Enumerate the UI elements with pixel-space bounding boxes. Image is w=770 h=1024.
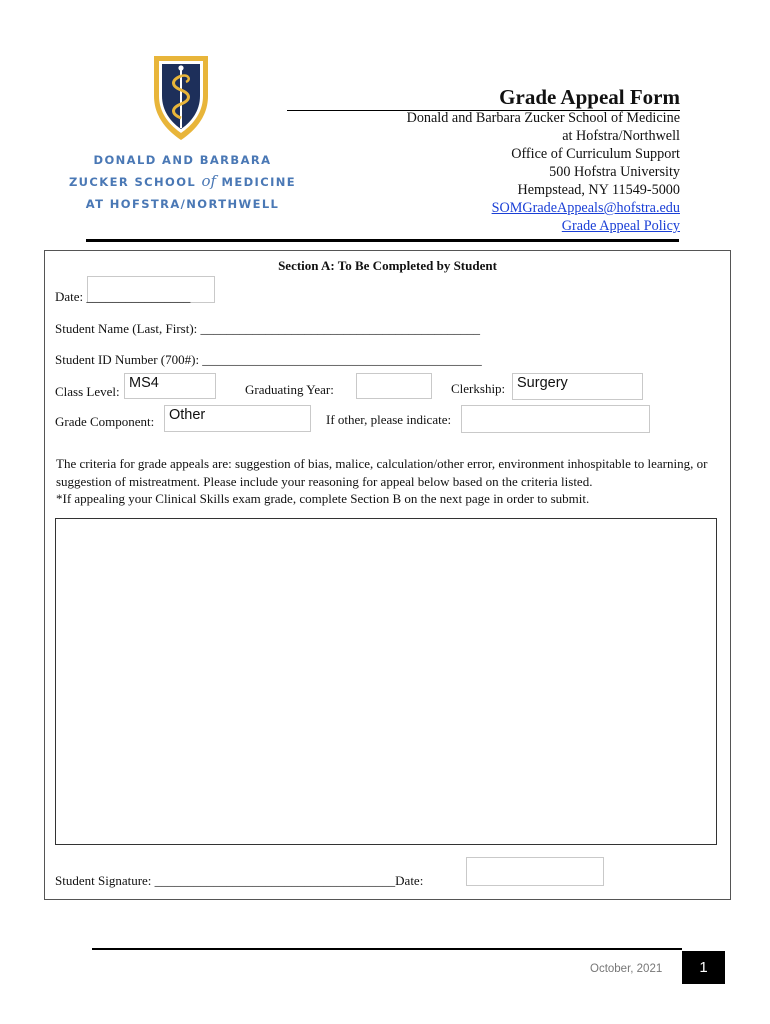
signature-date-field[interactable] [466,857,604,886]
address-line-affiliation: at Hofstra/Northwell [562,128,680,144]
email-link[interactable]: SOMGradeAppeals@hofstra.edu [491,200,680,216]
student-signature-label: Student Signature: _____________________________________Date: [55,873,424,888]
address-line-city: Hempstead, NY 11549-5000 [517,182,680,198]
date-label: Date: ________________ [55,289,191,304]
school-shield-logo [151,52,211,142]
class-level-field[interactable]: MS4 [124,373,216,399]
if-other-field[interactable] [461,405,650,433]
footer-date: October, 2021 [590,963,663,975]
address-line-office: Office of Curriculum Support [511,146,680,162]
section-a-title: Section A: To Be Completed by Student [278,258,497,273]
logo-text-line2 [60,172,305,190]
graduating-year-label: Graduating Year: [245,382,334,397]
student-name-field[interactable]: Student Name (Last, First): ___________________________________________ [55,321,481,336]
page-title: Grade Appeal Form [499,85,680,109]
grade-component-label: Grade Component: [55,414,155,429]
logo-text-medicine: MEDICINE [221,175,297,189]
address-line-school: Donald and Barbara Zucker School of Medicine [406,110,680,126]
logo-text-zucker: ZUCKER SCHOOL [68,175,197,189]
clerkship-field[interactable]: Surgery [512,373,643,400]
logo-text-line1: DONALD AND BARBARA [93,153,272,167]
grade-component-field[interactable]: Other [164,405,311,432]
header-divider [86,239,679,242]
if-other-label: If other, please indicate: [326,412,452,427]
appeal-criteria-text [56,455,716,508]
clinical-skills-note: *If appealing your Clinical Skills exam grade, complete Section B on the next page in order to submit. [56,491,590,506]
criteria-paragraph: The criteria for grade appeals are: suggestion of bias, malice, calculation/other error, environment inhospitable to learning, or suggestion of mistreatment. Please include your reasoning for appeal below based on the criteria listed. [56,456,708,489]
clerkship-label: Clerkship: [451,381,506,396]
student-id-field[interactable]: Student ID Number (700#): ___________________________________________ [55,352,482,367]
logo-text-of: of [201,172,217,190]
page-number-badge: 1 [682,951,725,984]
footer-divider [92,948,682,950]
appeal-reasoning-textarea[interactable] [55,518,717,845]
logo-text-line3: AT HOFSTRA/NORTHWELL [85,197,280,211]
graduating-year-field[interactable] [356,373,432,399]
address-line-street: 500 Hofstra University [549,164,680,180]
class-level-label: Class Level: [55,384,120,399]
grade-appeal-policy-link[interactable]: Grade Appeal Policy [561,218,680,234]
